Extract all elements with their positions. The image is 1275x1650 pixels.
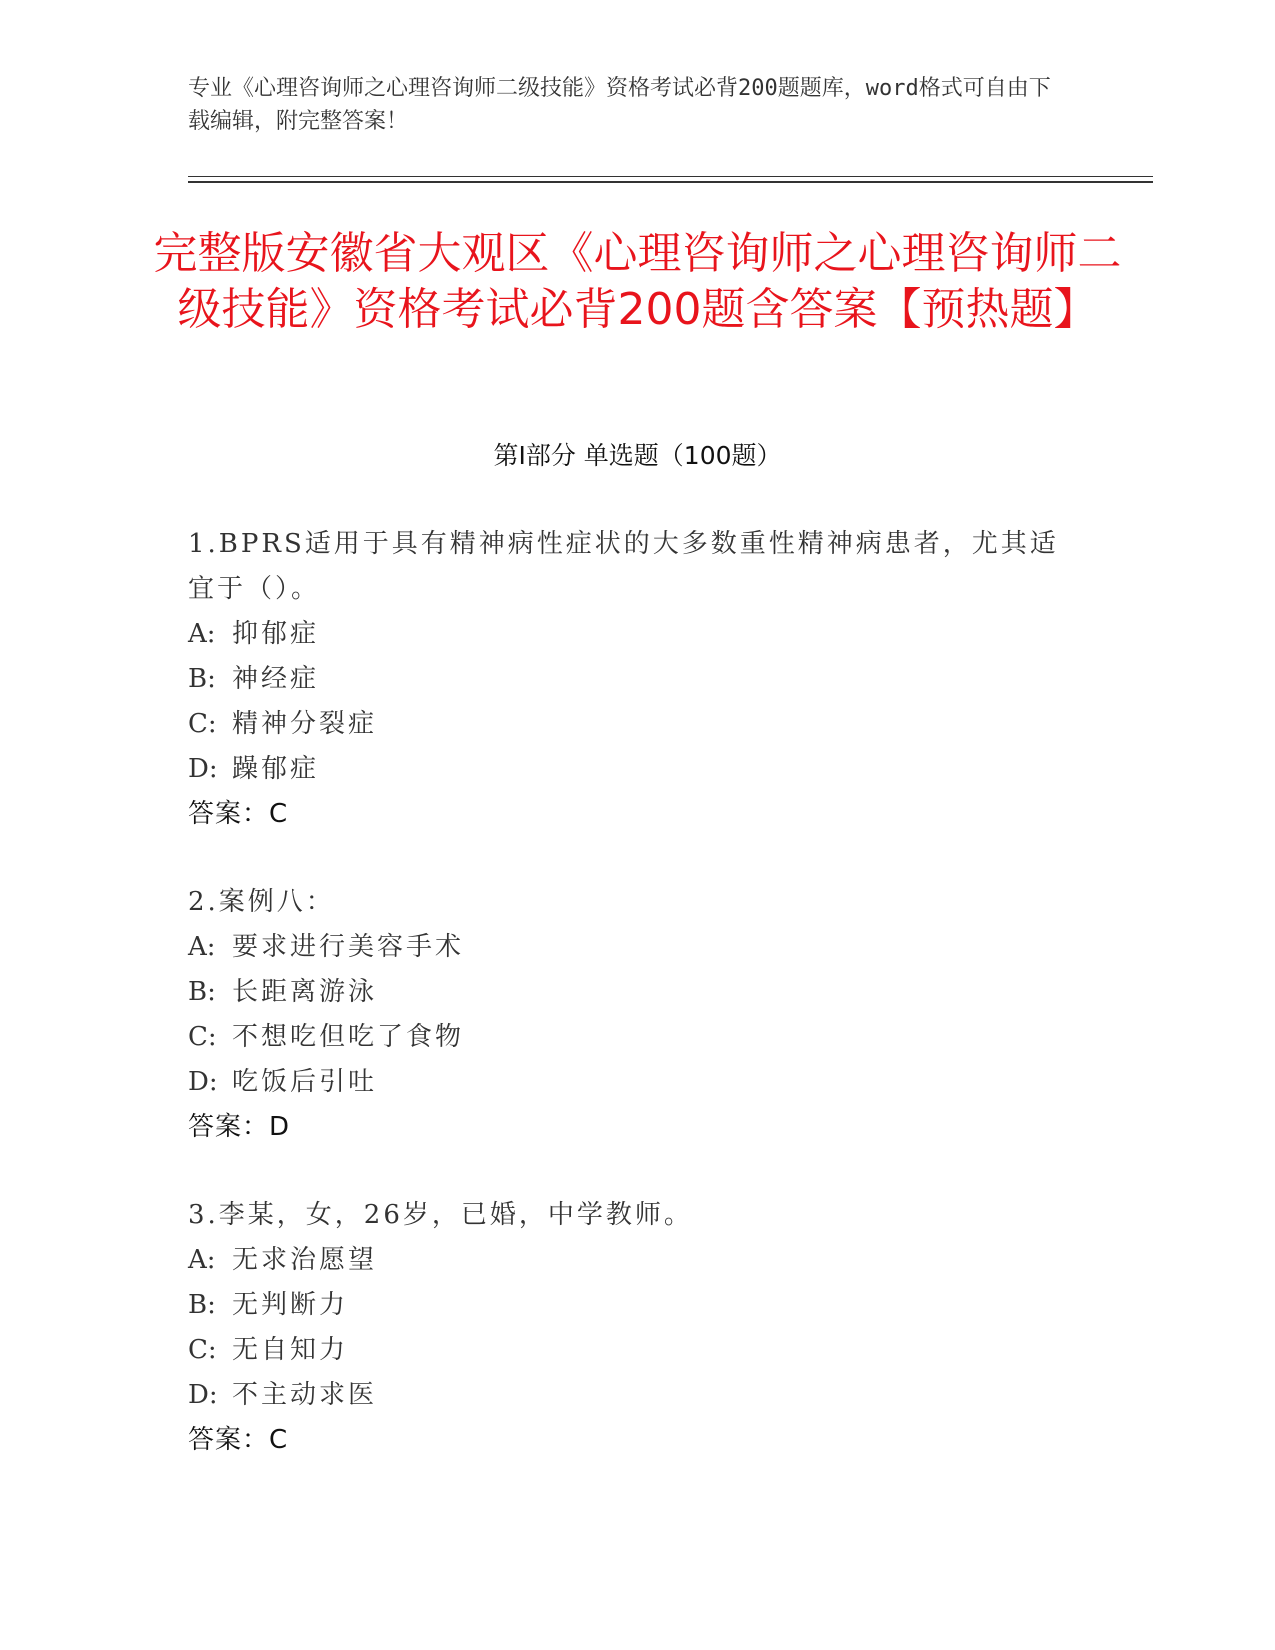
answer: 答案：C (188, 799, 289, 829)
option-c (188, 1328, 1068, 1373)
header-divider-thin (188, 176, 1153, 177)
question-stem: 3.李某，女，26岁，已婚，中学教师。 (188, 1200, 693, 1230)
section-title: 第Ⅰ部分 单选题（100题） (493, 441, 782, 470)
option-label: B: (188, 977, 216, 1007)
option-a (188, 925, 1068, 970)
header-note: 专业《心理咨询师之心理咨询师二级技能》资格考试必背200题题库，word格式可自由下载编辑，附完整答案！ (188, 76, 1051, 134)
option-text: 无判断力 (232, 1290, 349, 1320)
option-label: D: (188, 1067, 218, 1097)
answer: 答案：C (188, 1425, 289, 1455)
option-text: 长距离游泳 (232, 977, 378, 1007)
option-label: C: (188, 1022, 217, 1052)
option-label: B: (188, 664, 216, 694)
option-text: 吃饭后引吐 (232, 1067, 378, 1097)
option-a (188, 1238, 1068, 1283)
option-text: 躁郁症 (232, 754, 320, 784)
option-text: 神经症 (232, 664, 320, 694)
option-label: C: (188, 709, 217, 739)
question-1 (188, 522, 1068, 837)
header-divider-thick (188, 181, 1153, 183)
option-text: 精神分裂症 (232, 709, 378, 739)
option-d (188, 1373, 1068, 1418)
option-text: 抑郁症 (232, 619, 320, 649)
document-title: 完整版安徽省大观区《心理咨询师之心理咨询师二级技能》资格考试必背200题含答案【预热题】 (153, 228, 1122, 335)
option-label: D: (188, 1380, 218, 1410)
option-b (188, 657, 1068, 702)
option-text: 要求进行美容手术 (232, 932, 465, 962)
option-text: 无自知力 (232, 1335, 349, 1365)
option-d (188, 1060, 1068, 1105)
option-text: 不主动求医 (232, 1380, 378, 1410)
question-3 (188, 1193, 1068, 1463)
option-text: 不想吃但吃了食物 (232, 1022, 465, 1052)
answer: 答案：D (188, 1112, 291, 1142)
option-label: A: (188, 932, 216, 962)
option-d (188, 747, 1068, 792)
option-label: A: (188, 619, 216, 649)
question-list (188, 522, 1068, 1506)
option-c (188, 1015, 1068, 1060)
option-b (188, 970, 1068, 1015)
option-c (188, 702, 1068, 747)
question-2 (188, 880, 1068, 1150)
option-label: A: (188, 1245, 216, 1275)
question-stem: 1.BPRS适用于具有精神病性症状的大多数重性精神病患者，尤其适宜于（）。 (188, 529, 1059, 604)
question-stem: 2.案例八： (188, 887, 335, 917)
option-b (188, 1283, 1068, 1328)
option-a (188, 612, 1068, 657)
option-label: C: (188, 1335, 217, 1365)
option-label: D: (188, 754, 218, 784)
option-label: B: (188, 1290, 216, 1320)
option-text: 无求治愿望 (232, 1245, 378, 1275)
